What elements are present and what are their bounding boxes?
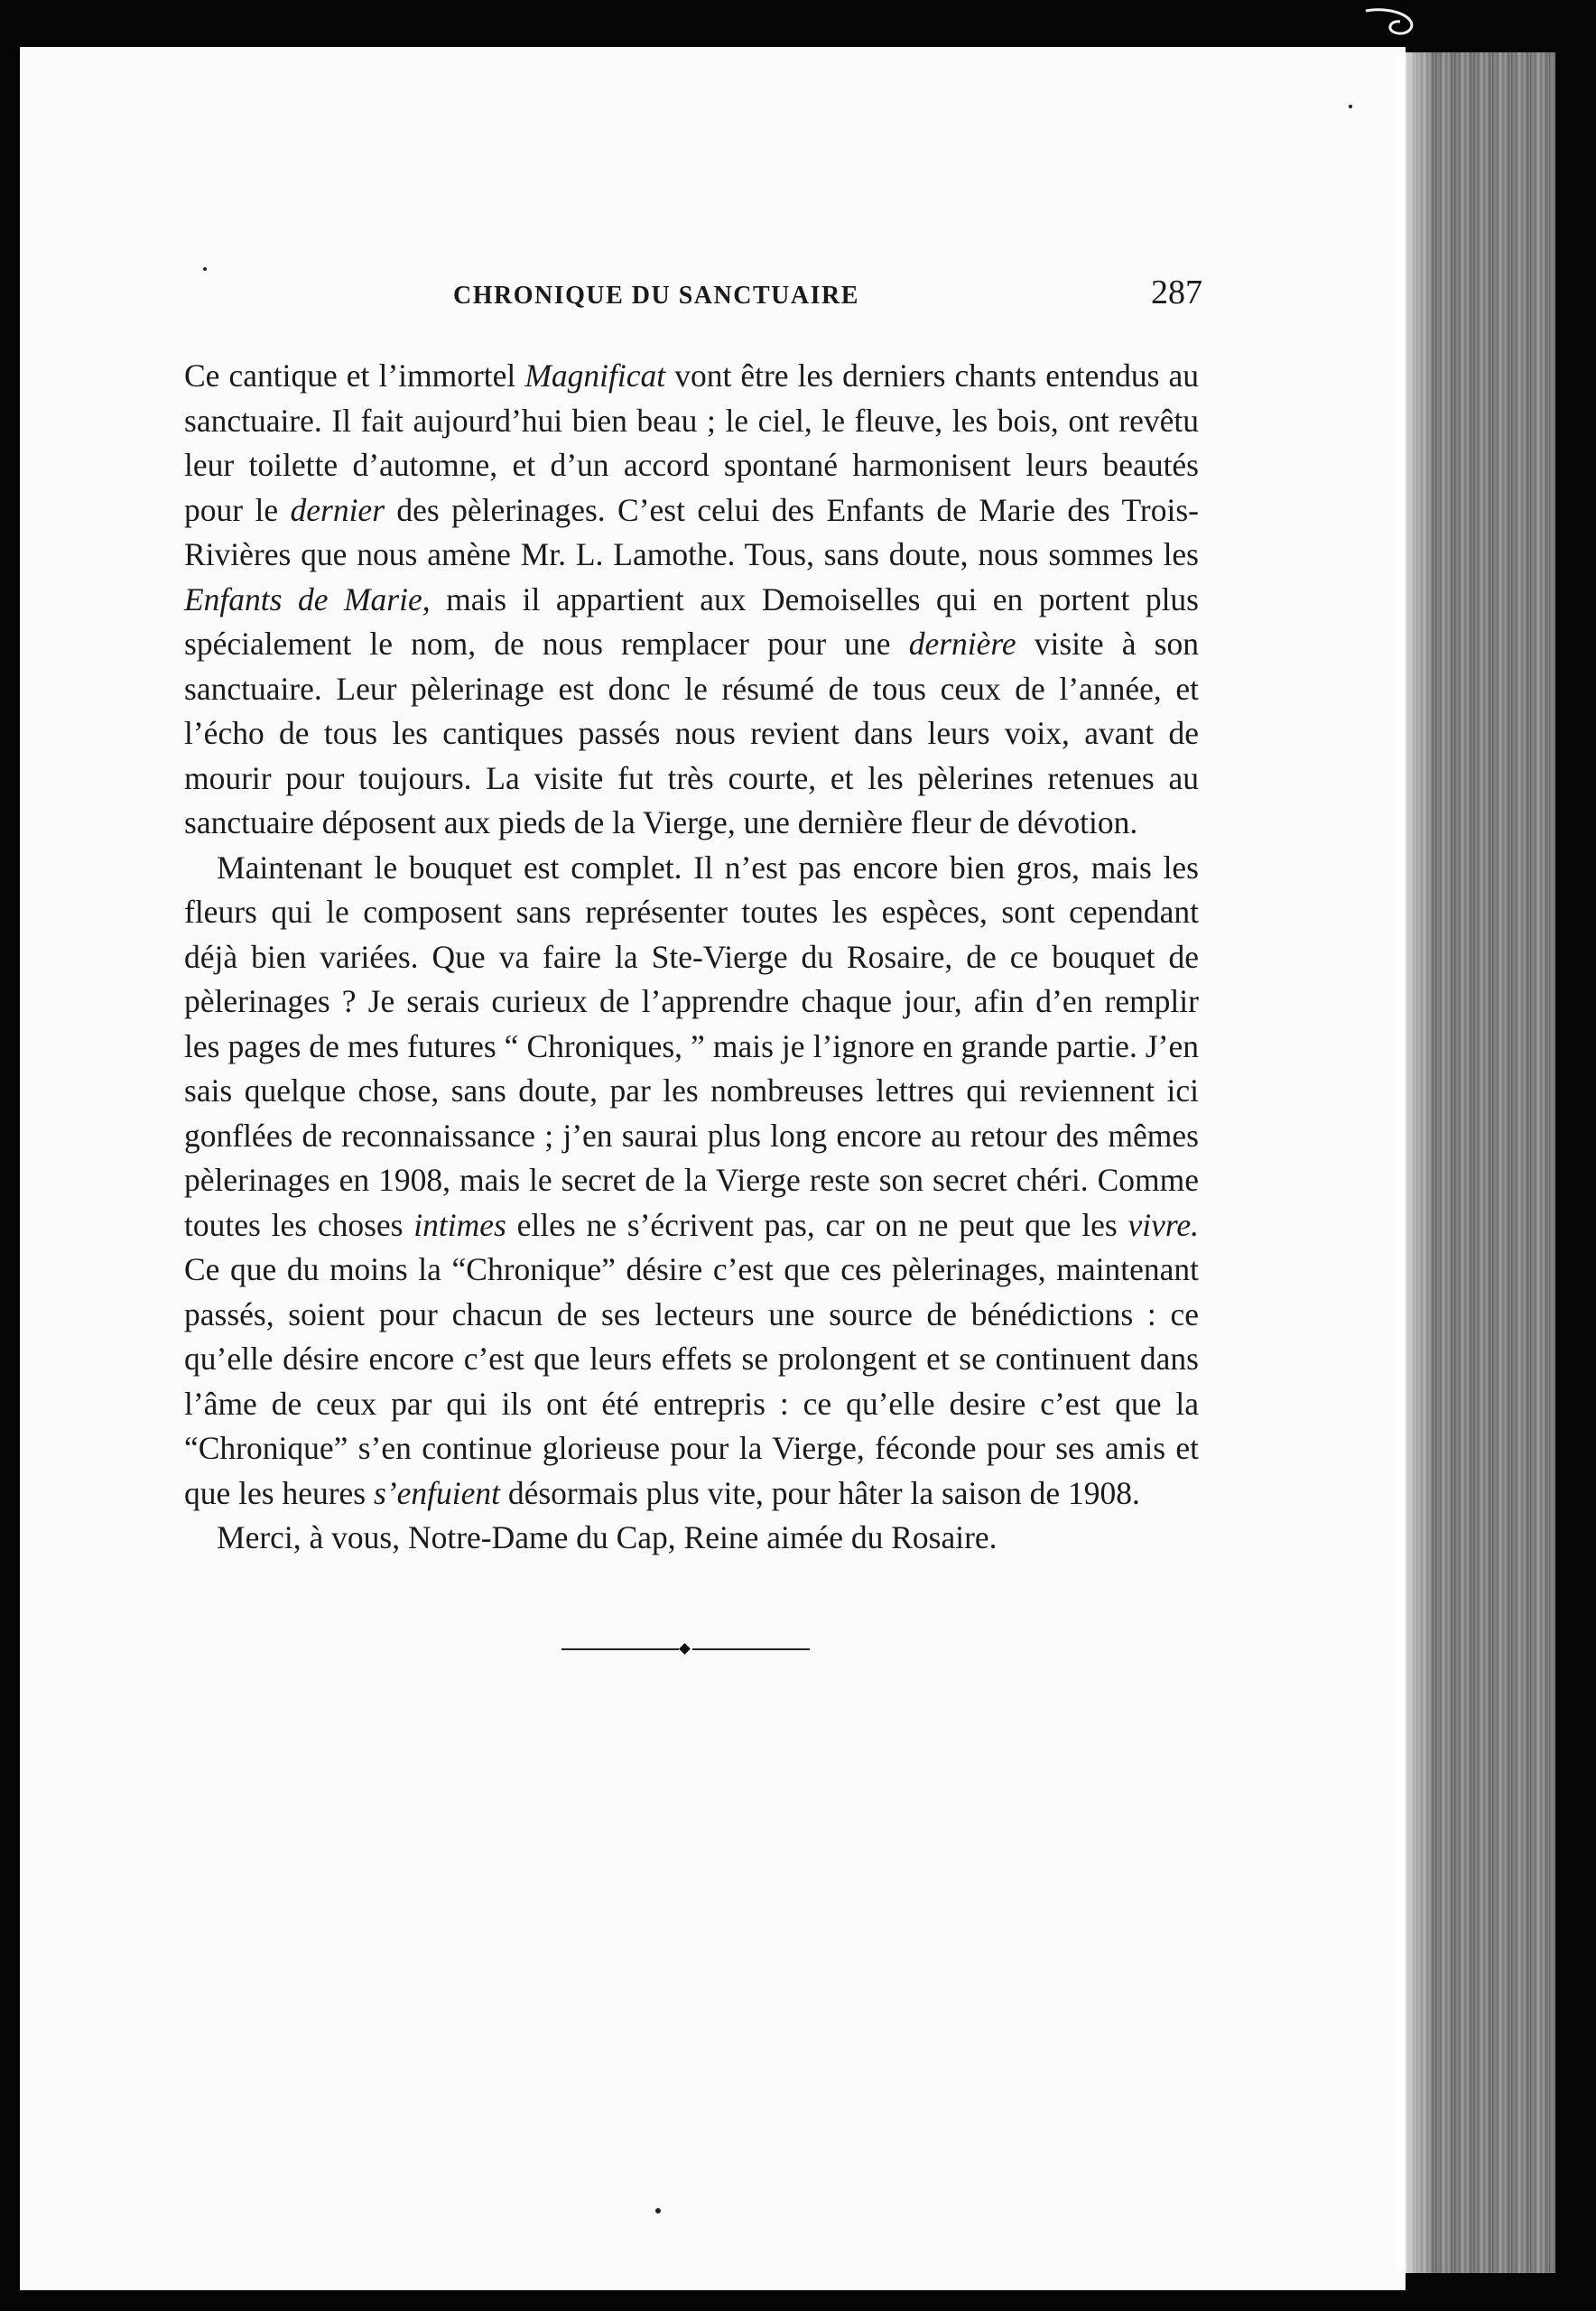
text-run: vont être les derniers chants entendus au sanctuaire. Il fait aujourd’hui bien beau ; le ciel, le fleuve, les bois, ont revêtu leur toilette d’automne, et d’un accord spontané harmonisent leurs beautés pour le bbox=[184, 357, 1199, 528]
running-head bbox=[191, 271, 1202, 325]
text-run: Ce que du moins la “Chronique” désire c’est que ces pèlerinages, maintenant passés, soient pour chacun de ses lecteurs une source de bénédictions : ce qu’elle désire encore c’est que leurs effets se prolongent et se continuent dans l’âme de ceux par qui ils ont été entrepris : ce qu’elle desire c’est que la “Chronique” s’en continue glorieuse pour la Vierge, féconde pour ses amis et que les heures bbox=[184, 1251, 1199, 1511]
text-run: Maintenant le bouquet est complet. Il n’est pas encore bien gros, mais les fleurs qui le composent sans représenter toutes les espèces, sont cependant déjà bien variées. Que va faire la Ste-Vierge du Rosaire, de ce bouquet de pèlerinages ? Je serais curieux de l’apprendre chaque jour, afin d’en remplir les pages de mes futures “ Chroniques, ” mais je l’ignore en grande partie. J’en sais quelque chose, sans doute, par les nombreuses lettres qui reviennent ici gonflées de reconnaissance ; j’en saurai plus long encore au retour des mêmes pèlerinages en 1908, mais le secret de la Vierge reste son secret chéri. Comme toutes les choses bbox=[184, 849, 1199, 1243]
italic-text: Magnificat bbox=[524, 357, 666, 394]
text-run: Merci, à vous, Notre-Dame du Cap, Reine aimée du Rosaire. bbox=[217, 1519, 998, 1555]
text-run: des pèlerinages. C’est celui des Enfants de Marie des Trois-Rivières que nous amène Mr. L. Lamothe. Tous, sans doute, nous sommes les bbox=[184, 491, 1199, 572]
italic-text: s’enfuient bbox=[373, 1474, 500, 1511]
ornament-diamond bbox=[679, 1643, 691, 1655]
ink-speck bbox=[203, 267, 207, 271]
body-text bbox=[184, 354, 1199, 1561]
italic-text: dernière bbox=[908, 626, 1016, 662]
italic-text: intimes bbox=[413, 1206, 506, 1243]
ink-speck bbox=[655, 2208, 661, 2214]
section-end-ornament bbox=[561, 1642, 810, 1657]
paragraph bbox=[184, 1516, 1199, 1561]
text-run: désormais plus vite, pour hâter la saison de 1908. bbox=[499, 1474, 1140, 1511]
paragraph bbox=[184, 354, 1199, 846]
italic-text: dernier bbox=[290, 491, 385, 528]
italic-text: vivre. bbox=[1127, 1206, 1199, 1243]
page-edge-shade bbox=[1397, 52, 1434, 2273]
ink-speck bbox=[1349, 105, 1352, 108]
binding-clip-icon bbox=[1359, 5, 1422, 42]
running-title: CHRONIQUE DU SANCTUAIRE bbox=[453, 282, 859, 310]
text-run: Ce cantique et l’immortel bbox=[184, 357, 525, 394]
text-run: visite à son sanctuaire. Leur pèlerinage est donc le résumé de tous ceux de l’année, et l’écho de tous les cantiques passés nous revient dans leurs voix, avant de mourir pour toujours. La visite fut très courte, et les pèlerines retenues au sanctuaire déposent aux pieds de la Vierge, une dernière fleur de dévotion. bbox=[184, 626, 1199, 840]
ornament-rule-right bbox=[692, 1648, 810, 1650]
italic-text: Enfants de Marie, bbox=[184, 580, 431, 617]
text-run: mais il appartient aux Demoiselles qui en portent plus spécialement le nom, de nous remplacer pour une bbox=[184, 580, 1199, 662]
ornament-rule-left bbox=[561, 1648, 679, 1650]
page-number: 287 bbox=[1151, 274, 1202, 311]
text-run: elles ne s’écrivent pas, car on ne peut que les bbox=[506, 1206, 1128, 1243]
paragraph bbox=[184, 846, 1199, 1517]
